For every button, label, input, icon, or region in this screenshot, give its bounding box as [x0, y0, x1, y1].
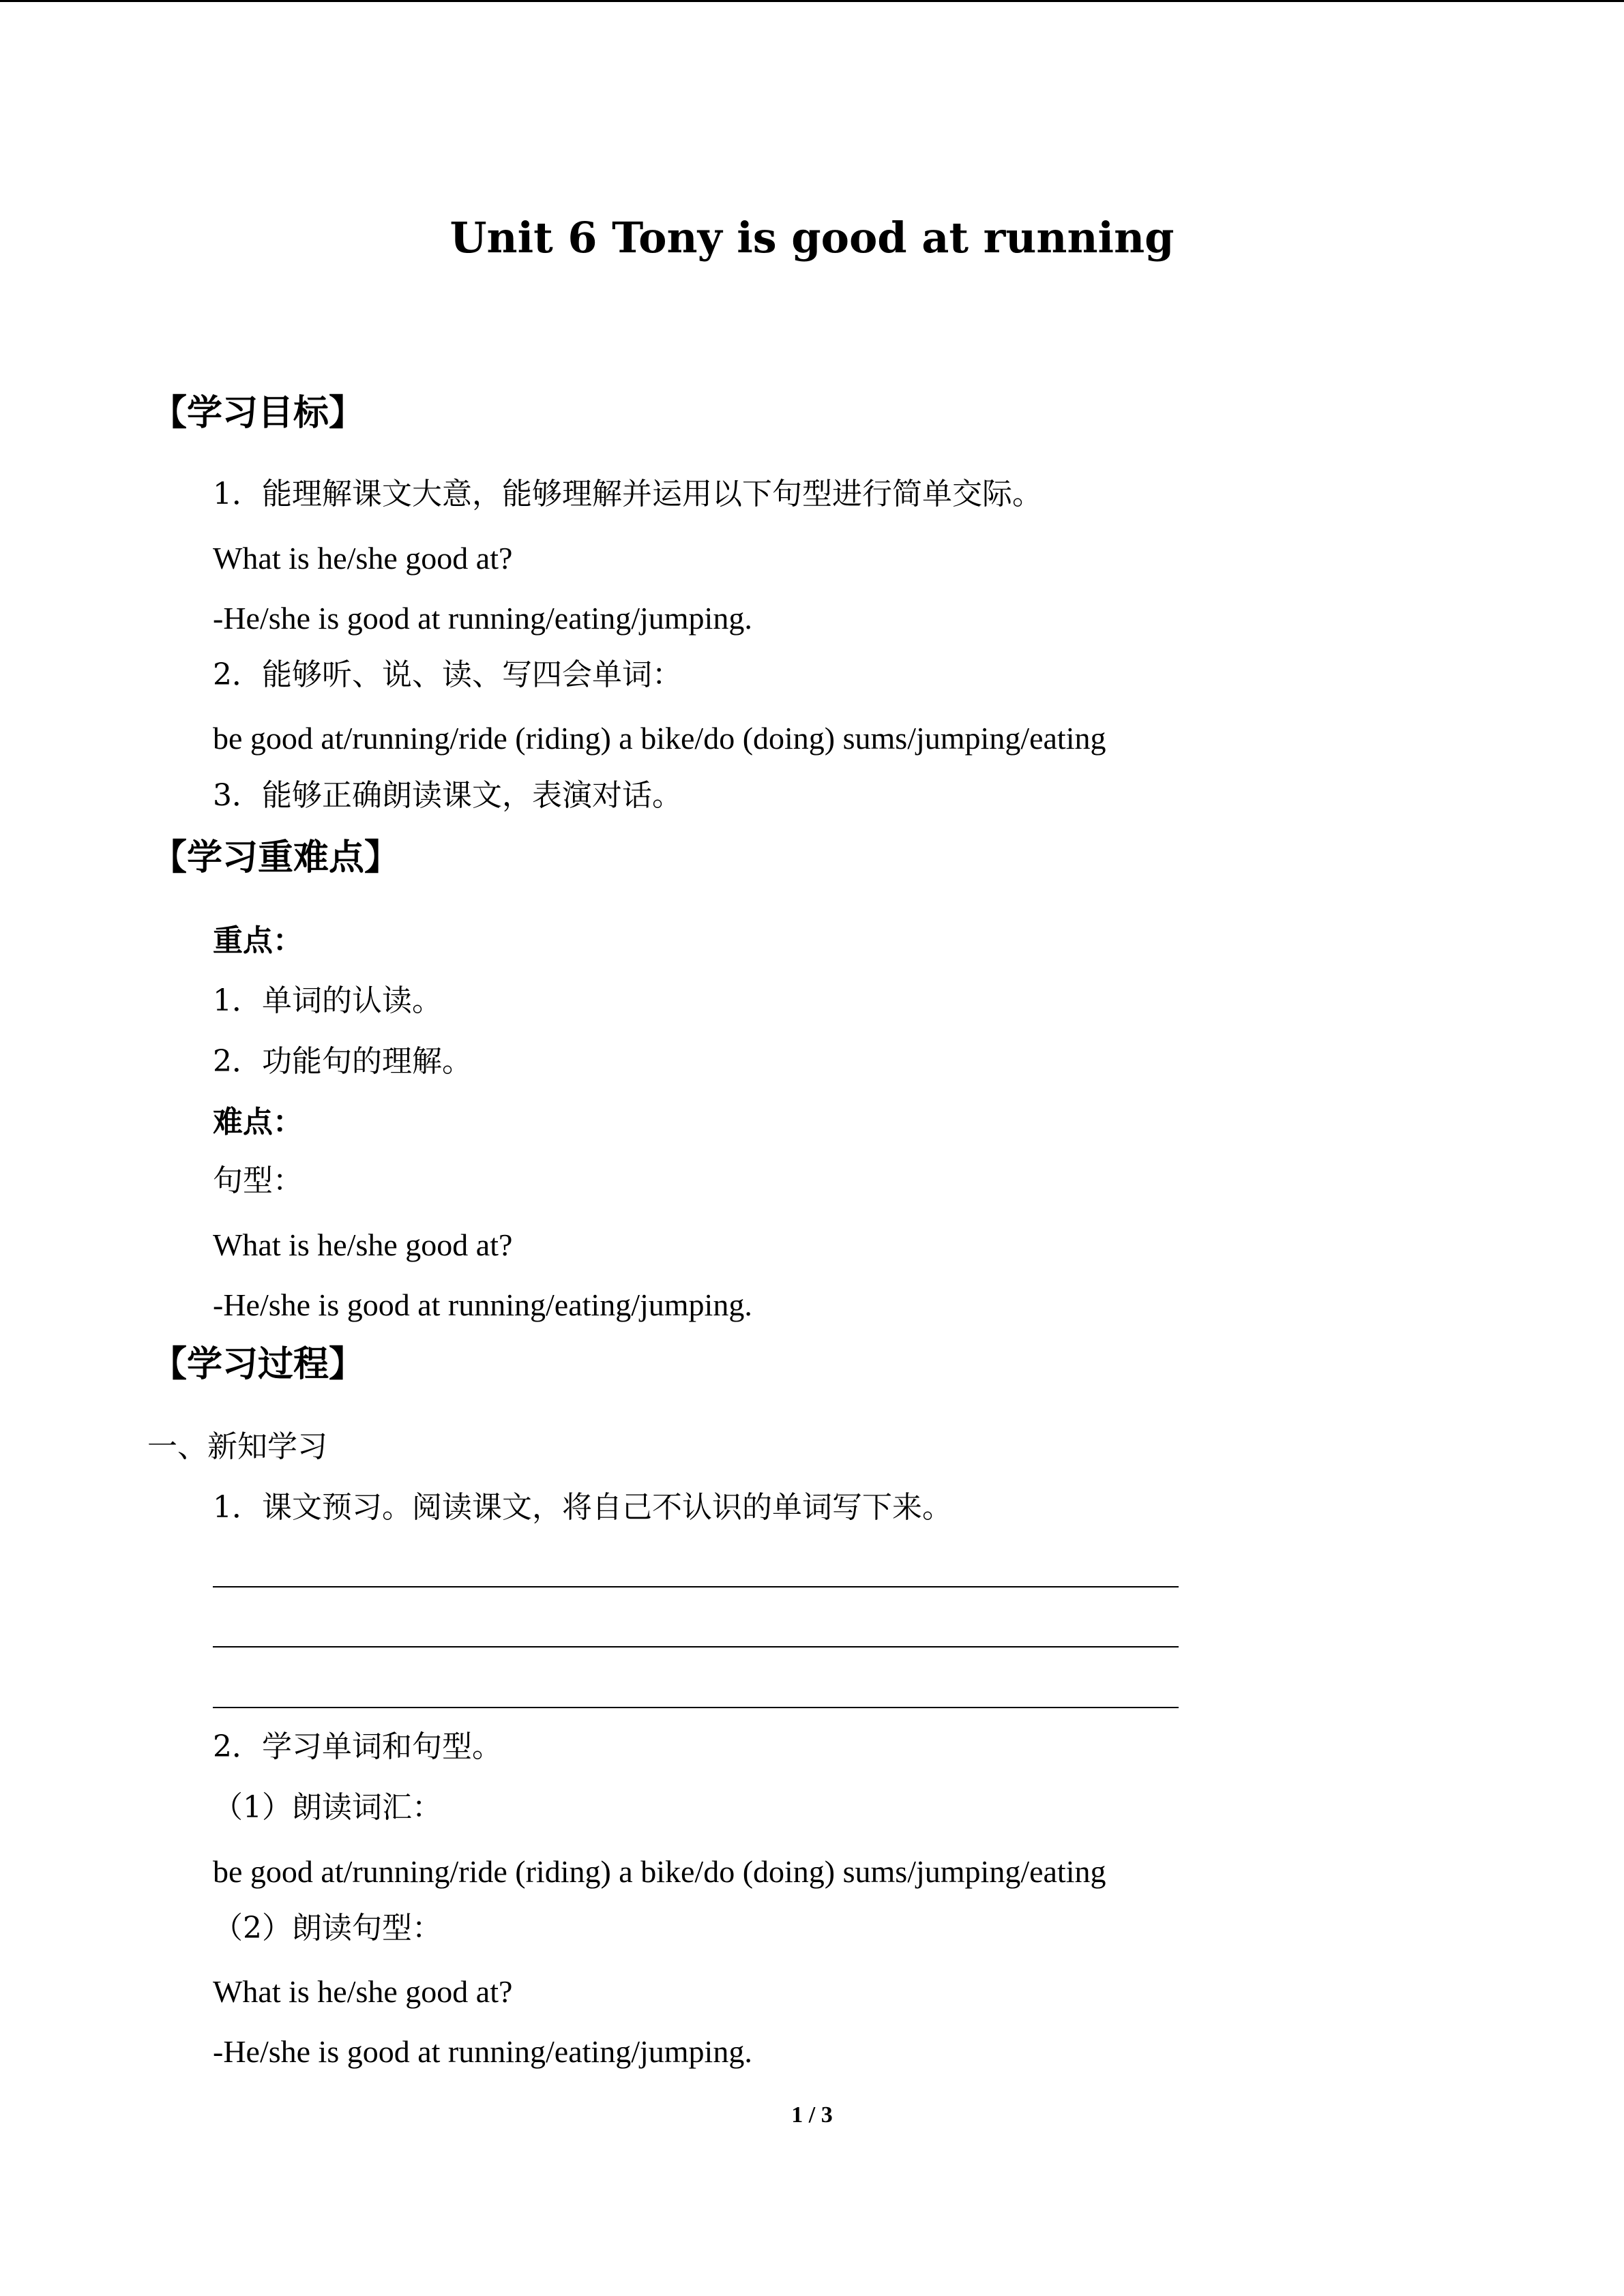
- goal-sentence-answer: -He/she is good at running/eating/jumping.: [213, 601, 752, 636]
- goal-sentence-question: What is he/she good at?: [213, 541, 513, 576]
- answer-line-1[interactable]: [213, 1586, 1179, 1587]
- goal-item-1: 1．能理解课文大意，能够理解并运用以下句型进行简单交际。: [213, 477, 1042, 511]
- section-heading-key-points: 【学习重难点】: [151, 837, 400, 878]
- answer-line-2[interactable]: [213, 1646, 1179, 1648]
- process-vocab-list: be good at/running/ride (riding) a bike/do (doing) sums/jumping/eating: [213, 1854, 1106, 1889]
- focus-item-1: 1．单词的认读。: [213, 983, 442, 1018]
- answer-line-3[interactable]: [213, 1707, 1179, 1708]
- process-sentence-answer: -He/she is good at running/eating/jumping.: [213, 2034, 752, 2069]
- process-step-2: 2．学习单词和句型。: [213, 1729, 502, 1764]
- difficulty-sentence-question: What is he/she good at?: [213, 1227, 513, 1262]
- page-title: Unit 6 Tony is good at running: [449, 213, 1175, 263]
- process-sub-1: （1）朗读词汇：: [213, 1790, 442, 1825]
- section-heading-process: 【学习过程】: [151, 1344, 365, 1385]
- goal-item-3: 3．能够正确朗读课文，表演对话。: [213, 778, 682, 813]
- goal-vocab-list: be good at/running/ride (riding) a bike/do (doing) sums/jumping/eating: [213, 721, 1106, 756]
- focus-item-2: 2．功能句的理解。: [213, 1044, 472, 1079]
- page-top-border: [0, 0, 1624, 2]
- goal-item-2: 2．能够听、说、读、写四会单词：: [213, 657, 682, 692]
- difficulty-label: 难点：: [213, 1105, 303, 1139]
- section-heading-goals: 【学习目标】: [151, 393, 365, 434]
- process-step-1: 1．课文预习。阅读课文，将自己不认识的单词写下来。: [213, 1490, 952, 1525]
- process-sub-2: （2）朗读句型：: [213, 1911, 442, 1945]
- pattern-label: 句型：: [213, 1163, 303, 1198]
- difficulty-sentence-answer: -He/she is good at running/eating/jumping.: [213, 1287, 752, 1322]
- page-number: 1 / 3: [791, 2102, 833, 2128]
- process-part-1: 一、新知学习: [147, 1429, 327, 1464]
- focus-label: 重点：: [213, 923, 303, 958]
- process-sentence-question: What is he/she good at?: [213, 1974, 513, 2009]
